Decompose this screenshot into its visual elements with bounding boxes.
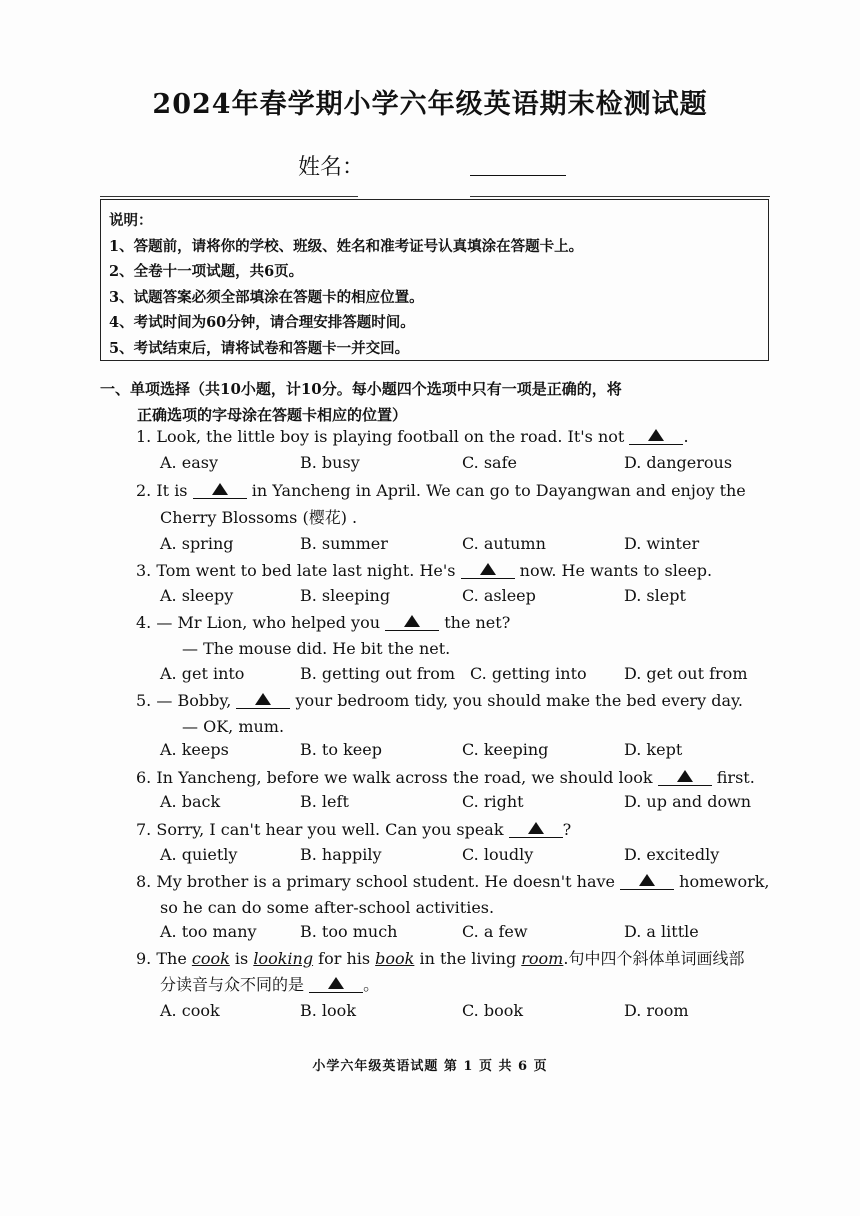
answer-blank: [629, 427, 683, 445]
question-7: 7. Sorry, I can't hear you well. Can you speak ?: [136, 820, 572, 839]
answer-blank: [309, 975, 363, 993]
name-label: 姓名：: [298, 155, 365, 180]
option-a: A. easy: [160, 453, 218, 472]
section-heading-line2: 正确选项的字母涂在答题卡相应的位置）: [137, 406, 408, 424]
question-4: 4. — Mr Lion, who helped you the net?: [136, 613, 511, 632]
answer-blank: [461, 561, 515, 579]
option-c: C. right: [462, 792, 524, 811]
question-2: 2. It is in Yancheng in April. We can go to Dayangwan and enjoy the: [136, 481, 746, 500]
option-c: C. safe: [462, 453, 517, 472]
option-c: C. getting into: [470, 664, 587, 683]
question-3: 3. Tom went to bed late last night. He's now. He wants to sleep.: [136, 561, 713, 580]
triangle-icon: [404, 615, 420, 627]
option-b: B. sleeping: [300, 586, 391, 605]
question-6: 6. In Yancheng, before we walk across the road, we should look first.: [136, 768, 755, 787]
section-heading: [100, 376, 780, 428]
option-a: A. quietly: [160, 845, 238, 864]
instruction-item: 4、考试时间为60分钟，请合理安排答题时间。: [109, 314, 415, 331]
page-title: 2024年春学期小学六年级英语期末检测试题: [152, 89, 708, 120]
answer-blank: [385, 613, 439, 631]
question-8: 8. My brother is a primary school student. He doesn't have homework,: [136, 872, 770, 891]
option-b: B. getting out from: [300, 664, 456, 683]
option-d: D. up and down: [624, 792, 752, 811]
option-d: D. a little: [624, 922, 699, 941]
option-a: A. spring: [160, 534, 234, 553]
option-b: B. too much: [300, 922, 398, 941]
divider-right: [470, 196, 770, 197]
option-a: A. get into: [160, 664, 245, 683]
option-b: B. happily: [300, 845, 382, 864]
option-b: B. left: [300, 792, 349, 811]
option-a: A. keeps: [160, 740, 229, 759]
answer-blank: [620, 872, 674, 890]
option-b: B. summer: [300, 534, 388, 553]
option-a: A. cook: [160, 1001, 220, 1020]
instruction-item: 5、考试结束后，请将试卷和答题卡一并交回。: [109, 339, 410, 357]
option-b: B. look: [300, 1001, 357, 1020]
answer-blank: [658, 768, 712, 786]
option-d: D. dangerous: [624, 453, 733, 472]
question-2-line2: Cherry Blossoms (樱花) .: [160, 508, 358, 527]
triangle-icon: [677, 770, 693, 782]
triangle-icon: [528, 822, 544, 834]
option-d: D. winter: [624, 534, 700, 553]
option-a: A. sleepy: [160, 586, 234, 605]
option-c: C. book: [462, 1001, 524, 1020]
instructions-box: [100, 199, 769, 361]
triangle-icon: [212, 483, 228, 495]
option-c: C. keeping: [462, 740, 549, 759]
option-c: C. loudly: [462, 845, 534, 864]
option-d: D. room: [624, 1001, 689, 1020]
option-a: A. back: [160, 792, 221, 811]
triangle-icon: [328, 977, 344, 989]
triangle-icon: [639, 874, 655, 886]
triangle-icon: [648, 429, 664, 441]
question-9-line2: 分读音与众不同的是 。: [160, 975, 380, 994]
instruction-item: 2、全卷十一项试题，共6页。: [109, 263, 304, 280]
question-1: 1. Look, the little boy is playing football on the road. It's not .: [136, 427, 689, 446]
name-blank: [470, 175, 566, 176]
question-4-line2: — The mouse did. He bit the net.: [182, 639, 451, 658]
option-d: D. get out from: [624, 664, 748, 683]
option-c: C. autumn: [462, 534, 546, 553]
option-d: D. slept: [624, 586, 686, 605]
question-5-line2: — OK, mum.: [182, 717, 285, 736]
triangle-icon: [255, 693, 271, 705]
option-d: D. excitedly: [624, 845, 720, 864]
page-footer: 小学六年级英语试题 第 1 页 共 6 页: [312, 1059, 548, 1074]
instructions-heading: 说明：: [109, 212, 153, 229]
answer-blank: [193, 481, 247, 499]
option-a: A. too many: [160, 922, 257, 941]
instruction-item: 3、试题答案必须全部填涂在答题卡的相应位置。: [109, 288, 424, 306]
option-d: D. kept: [624, 740, 683, 759]
triangle-icon: [480, 563, 496, 575]
question-8-line2: so he can do some after-school activities.: [160, 898, 495, 917]
divider-left: [100, 196, 358, 197]
answer-blank: [509, 820, 563, 838]
question-9: 9. The cook is looking for his book in the living room.句中四个斜体单词画线部: [136, 949, 745, 968]
instruction-item: 1、答题前，请将你的学校、班级、姓名和准考证号认真填涂在答题卡上。: [109, 237, 584, 255]
option-c: C. a few: [462, 922, 528, 941]
option-b: B. busy: [300, 453, 360, 472]
section-heading-line1: 一、单项选择（共10小题，计10分。每小题四个选项中只有一项是正确的，将: [100, 380, 622, 398]
question-5: 5. — Bobby, your bedroom tidy, you should make the bed every day.: [136, 691, 743, 710]
answer-blank: [236, 691, 290, 709]
option-c: C. asleep: [462, 586, 536, 605]
option-b: B. to keep: [300, 740, 382, 759]
